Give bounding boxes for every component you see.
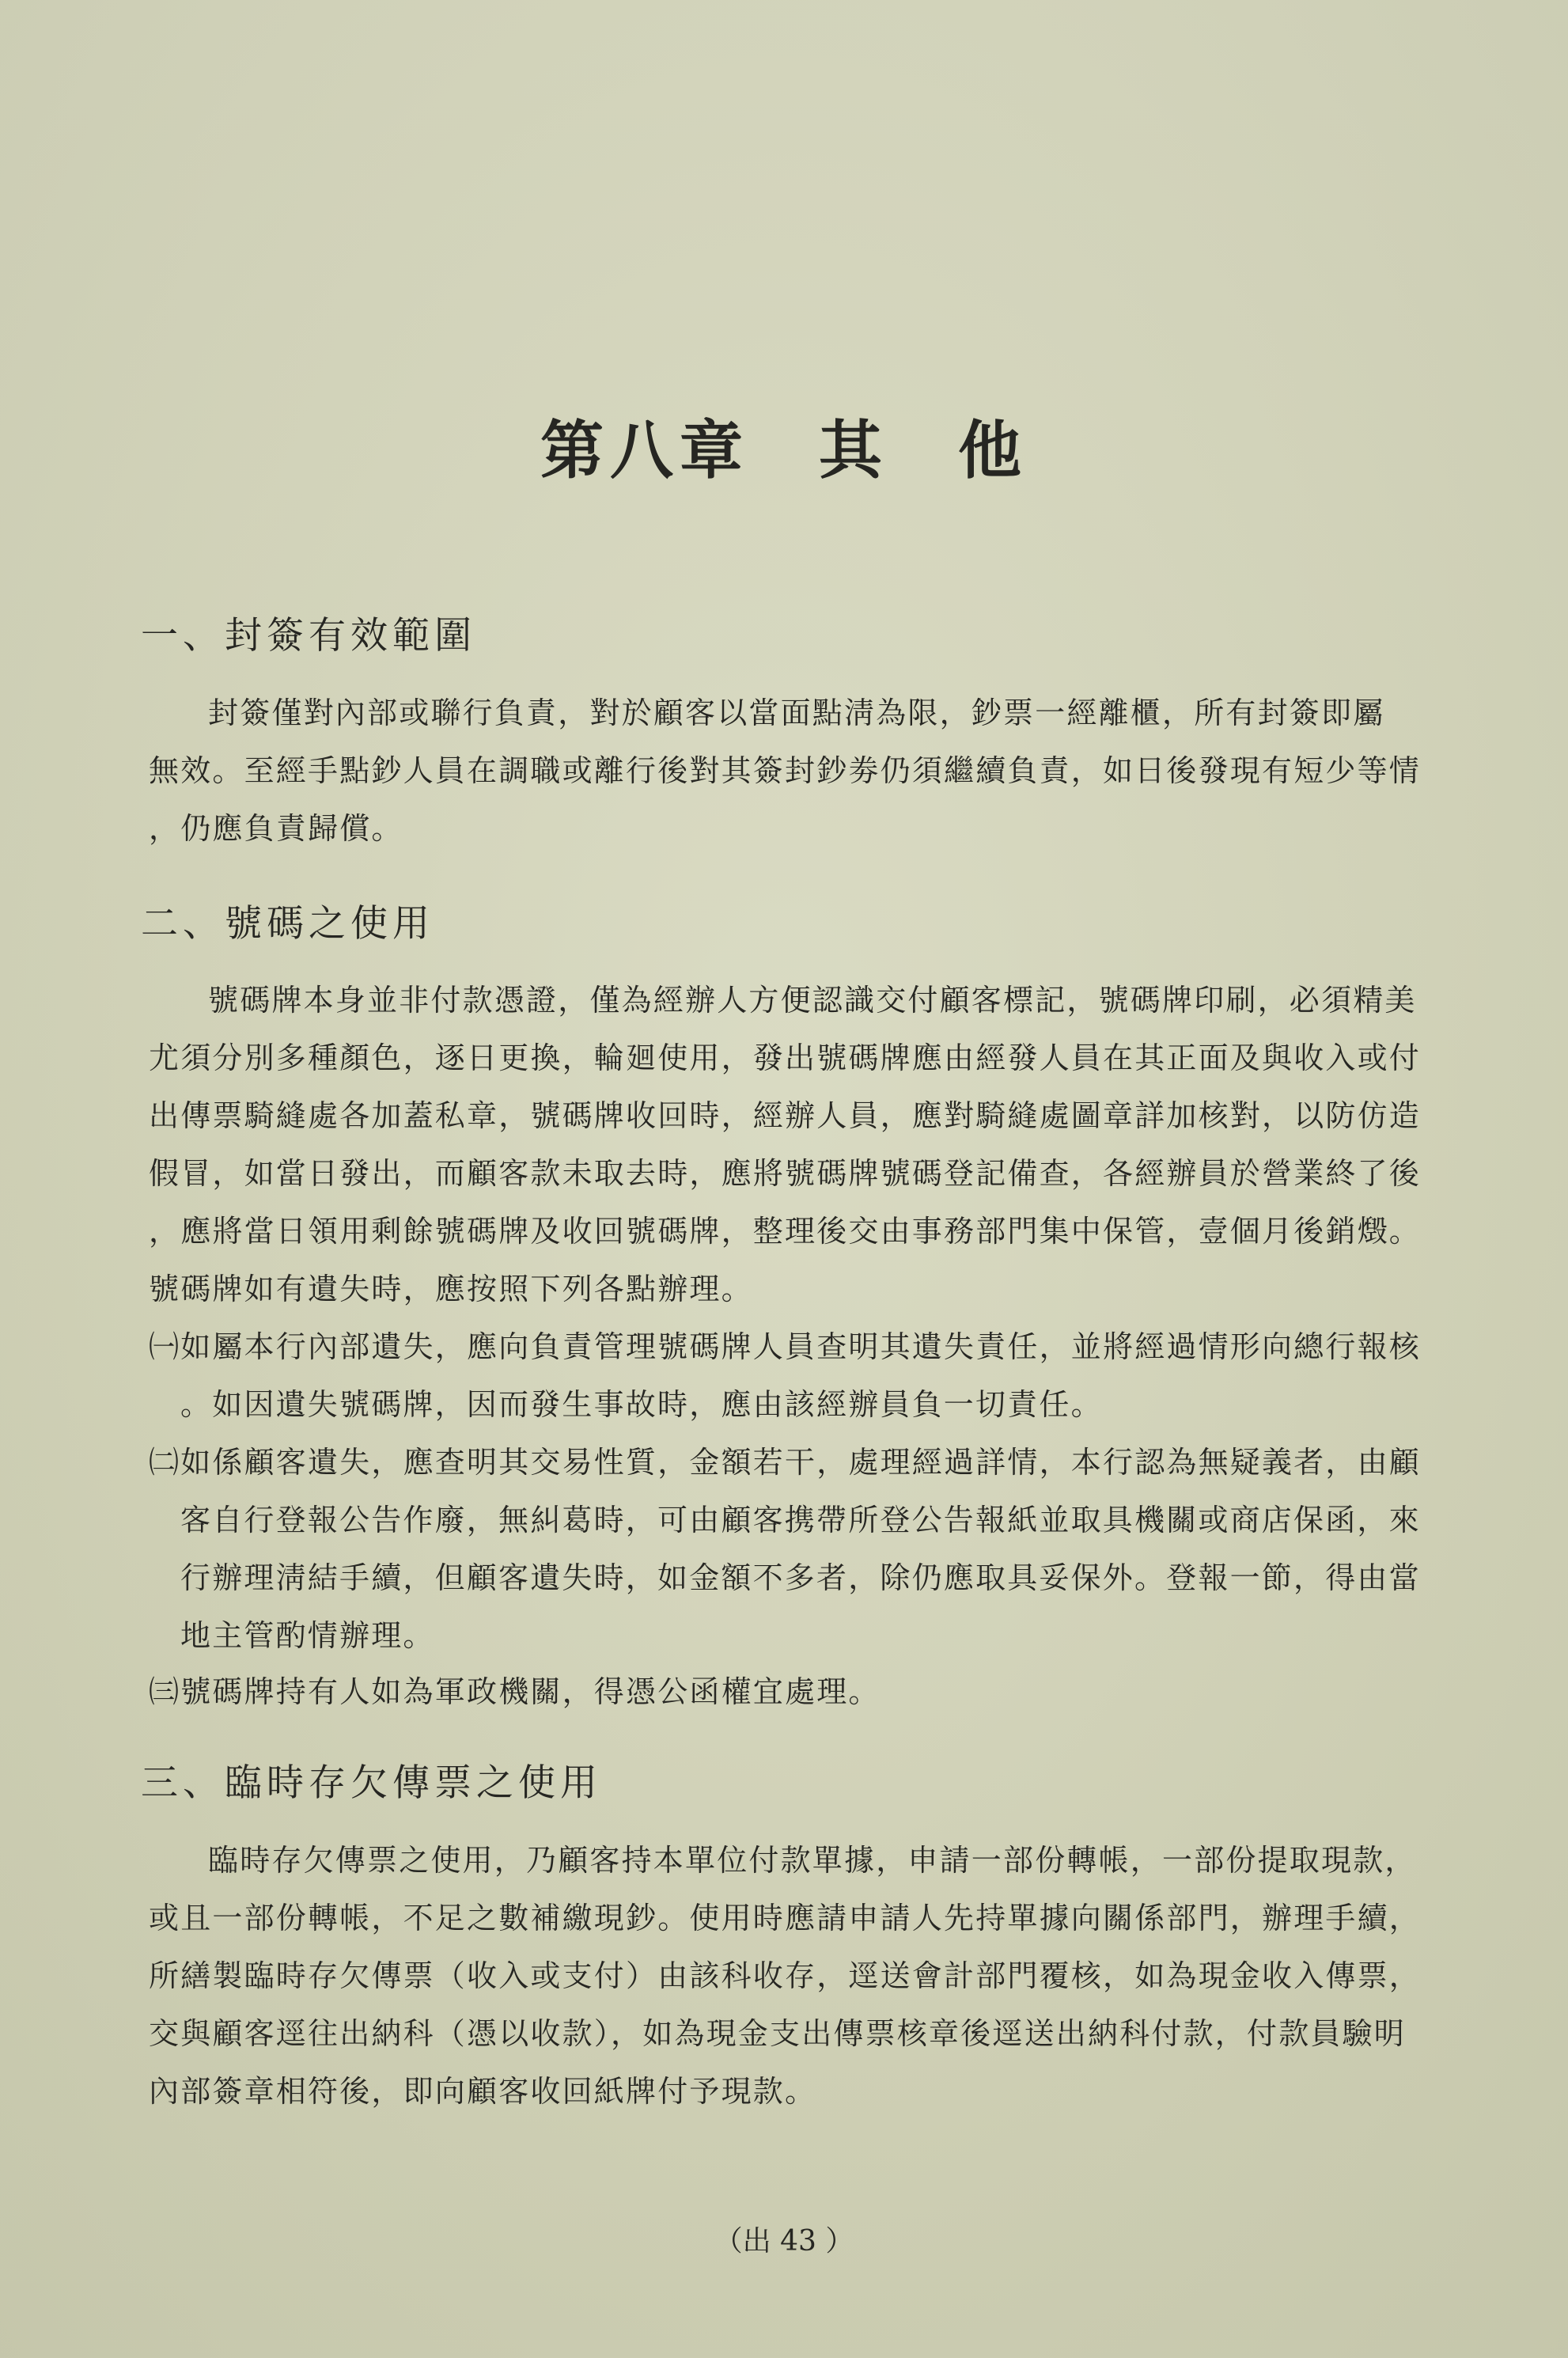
paragraph-line: 。如因遺失號碼牌，因而發生事故時，應由該經辦員負一切責任。 [180, 1387, 1103, 1422]
list-item-3: ㈢號碼牌持有人如為軍政機關，得憑公函權宜處理。 [149, 1674, 881, 1709]
page-number: （出 43 ） [714, 2225, 854, 2258]
paragraph-line: 或且一部份轉帳，不足之數補繳現鈔。使用時應請申請人先持單據向關係部門，辦理手續， [149, 1901, 1422, 1935]
section-heading-1: 一、封簽有效範圍 [141, 614, 476, 658]
paragraph-line: ，應將當日領用剩餘號碼牌及收回號碼牌，整理後交由事務部門集中保管，壹個月後銷燬。 [149, 1214, 1422, 1249]
paragraph-line: 臨時存欠傳票之使用，乃顧客持本單位付款單據，申請一部份轉帳，一部份提取現款， [208, 1843, 1417, 1878]
paragraph-line: 行辦理淸結手續，但顧客遺失時，如金額不多者，除仍應取具妥保外。登報一節，得由當 [180, 1560, 1421, 1595]
paragraph-line: 客自行登報公告作廢，無糾葛時，可由顧客携帶所登公告報紙並取具機關或商店保函，來 [180, 1503, 1421, 1537]
paragraph-line: 號碼牌本身並非付款憑證，僅為經辦人方便認識交付顧客標記，號碼牌印刷，必須精美 [208, 983, 1417, 1018]
paragraph-line: 出傳票騎縫處各加蓋私章，號碼牌收回時，經辦人員，應對騎縫處圖章詳加核對，以防仿造 [149, 1098, 1422, 1133]
paragraph-line: 尤須分別多種顏色，逐日更換，輪廻使用，發出號碼牌應由經發人員在其正面及與收入或付 [149, 1041, 1422, 1075]
section-heading-2: 二、號碼之使用 [141, 902, 434, 946]
list-item-1: ㈠如屬本行內部遺失，應向負責管理號碼牌人員查明其遺失責任，並將經過情形向總行報核 [149, 1329, 1422, 1364]
paragraph-line: 地主管酌情辦理。 [180, 1618, 435, 1653]
section-heading-3: 三、臨時存欠傳票之使用 [141, 1761, 602, 1805]
paragraph-line: 封簽僅對內部或聯行負責，對於顧客以當面點淸為限，鈔票一經離櫃，所有封簽即屬 [208, 696, 1385, 730]
paragraph-line: 所繕製臨時存欠傳票（收入或支付）由該科收存，逕送會計部門覆核，如為現金收入傳票， [149, 1958, 1422, 1993]
paragraph-line: 假冒，如當日發出，而顧客款未取去時，應將號碼牌號碼登記備查，各經辦員於營業終了後 [149, 1156, 1422, 1191]
chapter-title: 第八章 其 他 [540, 413, 1028, 487]
paragraph-line: 無效。至經手點鈔人員在調職或離行後對其簽封鈔劵仍須繼續負責，如日後發現有短少等情 [149, 753, 1422, 788]
paragraph-line: 交與顧客逕往出納科（憑以收款），如為現金支出傳票核章後逕送出納科付款，付款員驗明 [149, 2016, 1407, 2051]
list-item-2: ㈡如係顧客遺失，應查明其交易性質，金額若干，處理經過詳情，本行認為無疑義者，由顧 [149, 1445, 1422, 1480]
paragraph-line: ，仍應負責歸償。 [149, 811, 403, 846]
paragraph-line: 內部簽章相符後，即向顧客收回紙牌付予現款。 [149, 2074, 817, 2109]
paragraph-line: 號碼牌如有遺失時，應按照下列各點辦理。 [149, 1272, 753, 1306]
